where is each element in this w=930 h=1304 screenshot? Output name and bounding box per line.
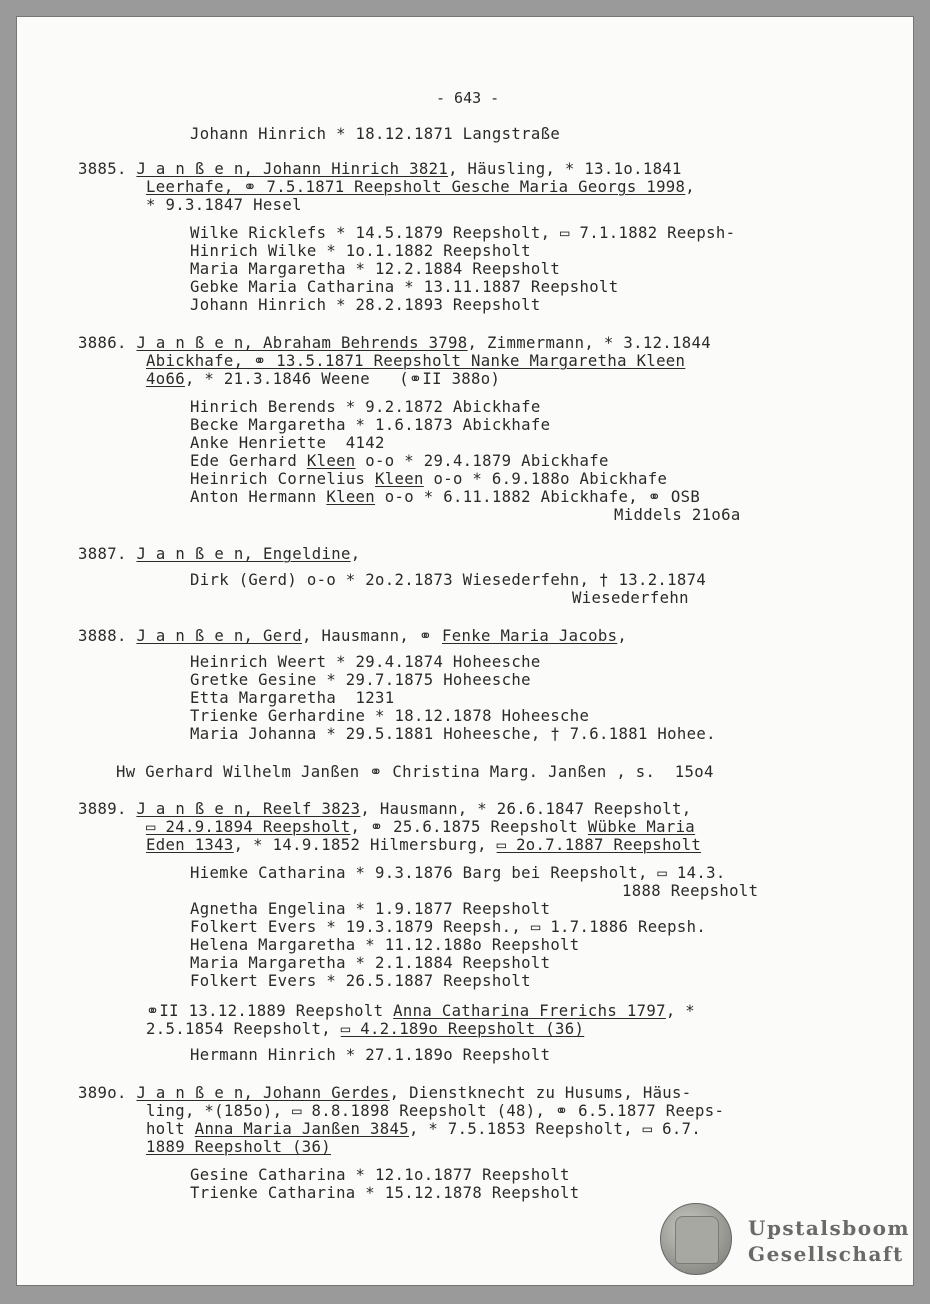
text-segment: Hinrich Wilke * 1o.1.1882 Reepsholt bbox=[190, 242, 531, 260]
text-segment: , * 7.5.1853 Reepsholt, ▭ 6.7. bbox=[408, 1120, 702, 1138]
text-line bbox=[190, 725, 716, 743]
text-line bbox=[190, 864, 726, 882]
text-segment: Johann Hinrich * 18.12.1871 Langstraße bbox=[190, 125, 561, 143]
text-segment: Maria Margaretha * 2.1.1884 Reepsholt bbox=[190, 954, 551, 972]
underlined-text: Eden 1343 bbox=[146, 836, 234, 854]
text-line bbox=[190, 1184, 580, 1202]
text-segment: ⚭II 13.12.1889 Reepsholt bbox=[146, 1002, 394, 1020]
text-line bbox=[190, 689, 395, 707]
text-line bbox=[190, 260, 560, 278]
text-line bbox=[190, 416, 550, 434]
text-line bbox=[190, 954, 550, 972]
text-segment: Anke Henriette 4142 bbox=[190, 434, 385, 452]
text-line bbox=[78, 160, 682, 178]
text-segment: , Hausmann, * 26.6.1847 Reepsholt, bbox=[360, 800, 692, 818]
underlined-text: Leerhafe, ⚭ 7.5.1871 Reepsholt bbox=[146, 178, 452, 196]
underlined-text: Gesche Maria Georgs 1998 bbox=[451, 178, 686, 196]
text-line bbox=[78, 334, 711, 352]
text-segment: Wilke Ricklefs * 14.5.1879 Reepsholt, ▭ 7.1.1882 Reepsh- bbox=[190, 224, 736, 242]
text-line bbox=[146, 836, 701, 854]
text-segment: Maria Johanna * 29.5.1881 Hoheesche, † 7.6.1881 Hohee. bbox=[190, 725, 716, 743]
text-line bbox=[190, 242, 531, 260]
text-line bbox=[146, 1138, 331, 1156]
underlined-text: Abickhafe, ⚭ 13.5.1871 Reepsholt Nanke Margaretha Kleen bbox=[146, 352, 686, 370]
text-line bbox=[190, 452, 609, 470]
text-segment: Trienke Catharina * 15.12.1878 Reepsholt bbox=[190, 1184, 580, 1202]
text-segment: 3887. bbox=[78, 545, 137, 563]
text-line bbox=[190, 653, 541, 671]
text-segment: Agnetha Engelina * 1.9.1877 Reepsholt bbox=[190, 900, 551, 918]
underlined-text: 1889 Reepsholt (36) bbox=[146, 1138, 332, 1156]
text-line bbox=[146, 370, 500, 388]
text-segment: Becke Margaretha * 1.6.1873 Abickhafe bbox=[190, 416, 551, 434]
text-segment: , bbox=[685, 178, 696, 196]
text-line bbox=[190, 398, 541, 416]
text-segment: Maria Margaretha * 12.2.1884 Reepsholt bbox=[190, 260, 561, 278]
underlined-text: J a n ß e n, Reelf 3823 bbox=[136, 800, 361, 818]
underlined-text: 4o66 bbox=[146, 370, 185, 388]
text-line bbox=[78, 545, 360, 563]
underlined-text: Fenke Maria Jacobs bbox=[442, 627, 618, 645]
underlined-text: J a n ß e n, Gerd bbox=[136, 627, 302, 645]
text-segment: Hw Gerhard Wilhelm Janßen ⚭ Christina Marg. Janßen , s. 15o4 bbox=[116, 763, 714, 781]
underlined-text: J a n ß e n, Johann Gerdes bbox=[136, 1084, 390, 1102]
text-segment: o-o * 6.11.1882 Abickhafe, ⚭ OSB bbox=[375, 488, 701, 506]
text-line bbox=[190, 470, 667, 488]
text-line bbox=[190, 224, 735, 242]
text-segment: , bbox=[350, 545, 361, 563]
text-segment: , * 14.9.1852 Hilmersburg, bbox=[233, 836, 497, 854]
underlined-text: ▭ 4.2.189o Reepsholt (36) bbox=[340, 1020, 585, 1038]
text-line bbox=[78, 1084, 692, 1102]
text-line bbox=[572, 589, 689, 607]
text-line bbox=[190, 296, 541, 314]
text-line bbox=[622, 882, 758, 900]
text-line bbox=[190, 900, 550, 918]
text-segment: holt bbox=[146, 1120, 195, 1138]
text-line bbox=[78, 800, 692, 818]
text-segment: Johann Hinrich * 28.2.1893 Reepsholt bbox=[190, 296, 541, 314]
text-segment: 3889. bbox=[78, 800, 137, 818]
text-segment: 3888. bbox=[78, 627, 137, 645]
text-line bbox=[146, 178, 695, 196]
text-segment: , * bbox=[665, 1002, 696, 1020]
underlined-text: Kleen bbox=[375, 470, 424, 488]
underlined-text: Anna Maria Janßen 3845 bbox=[194, 1120, 409, 1138]
text-line bbox=[190, 972, 531, 990]
text-segment: , Dienstknecht zu Husums, Häus- bbox=[389, 1084, 692, 1102]
text-line bbox=[116, 763, 714, 781]
text-segment: , Hausmann, ⚭ bbox=[302, 627, 443, 645]
brand-line-2: Gesellschaft bbox=[748, 1242, 904, 1266]
text-line bbox=[146, 1120, 701, 1138]
text-line bbox=[190, 671, 531, 689]
text-segment: Hermann Hinrich * 27.1.189o Reepsholt bbox=[190, 1046, 551, 1064]
underlined-text: ▭ 24.9.1894 Reepsholt bbox=[146, 818, 351, 836]
underlined-text: J a n ß e n, Engeldine bbox=[136, 545, 351, 563]
text-segment: ling, *(185o), ▭ 8.8.1898 Reepsholt (48), ⚭ 6.5.1877 Reeps- bbox=[146, 1102, 725, 1120]
underlined-text: J a n ß e n, Johann Hinrich 3821 bbox=[136, 160, 449, 178]
text-segment: Hinrich Berends * 9.2.1872 Abickhafe bbox=[190, 398, 541, 416]
underlined-text: ▭ 2o.7.1887 Reepsholt bbox=[496, 836, 702, 854]
text-segment: Folkert Evers * 26.5.1887 Reepsholt bbox=[190, 972, 531, 990]
text-segment: Wiesederfehn bbox=[572, 589, 689, 607]
text-line bbox=[190, 571, 706, 589]
text-segment: Etta Margaretha 1231 bbox=[190, 689, 395, 707]
text-segment: , Häusling, * 13.1o.1841 bbox=[448, 160, 682, 178]
text-line bbox=[146, 1102, 724, 1120]
text-segment: 1888 Reepsholt bbox=[622, 882, 759, 900]
underlined-text: Kleen bbox=[326, 488, 376, 506]
text-segment: o-o * 29.4.1879 Abickhafe bbox=[355, 452, 609, 470]
text-segment: Gebke Maria Catharina * 13.11.1887 Reepsholt bbox=[190, 278, 619, 296]
text-line bbox=[146, 1020, 584, 1038]
text-line bbox=[78, 627, 627, 645]
text-segment: 3885. bbox=[78, 160, 137, 178]
underlined-text: Wübke Maria bbox=[587, 818, 696, 836]
underlined-text: Kleen bbox=[306, 452, 356, 470]
text-segment: Trienke Gerhardine * 18.12.1878 Hoheesche bbox=[190, 707, 590, 725]
text-segment: o-o * 6.9.188o Abickhafe bbox=[423, 470, 668, 488]
seal-figure bbox=[675, 1216, 719, 1264]
text-segment: Heinrich Weert * 29.4.1874 Hoheesche bbox=[190, 653, 541, 671]
text-segment: Ede Gerhard bbox=[190, 452, 307, 470]
text-segment: * 9.3.1847 Hesel bbox=[146, 196, 302, 214]
text-segment: , bbox=[617, 627, 628, 645]
text-segment: Heinrich Cornelius bbox=[190, 470, 376, 488]
text-segment: Folkert Evers * 19.3.1879 Reepsh., ▭ 1.7.1886 Reepsh. bbox=[190, 918, 707, 936]
text-segment: Middels 21o6a bbox=[614, 506, 741, 524]
text-line bbox=[190, 125, 560, 143]
text-segment: 389o. bbox=[78, 1084, 137, 1102]
text-segment: Gesine Catharina * 12.1o.1877 Reepsholt bbox=[190, 1166, 570, 1184]
text-line bbox=[190, 707, 589, 725]
text-segment: Gretke Gesine * 29.7.1875 Hoheesche bbox=[190, 671, 531, 689]
text-line bbox=[190, 1166, 570, 1184]
text-segment: Anton Hermann bbox=[190, 488, 327, 506]
text-segment: Dirk (Gerd) o-o * 2o.2.1873 Wiesederfehn, † 13.2.1874 bbox=[190, 571, 707, 589]
text-segment: 2.5.1854 Reepsholt, bbox=[146, 1020, 341, 1038]
text-line bbox=[190, 936, 580, 954]
text-line bbox=[614, 506, 741, 524]
underlined-text: J a n ß e n, Abraham Behrends 3798 bbox=[136, 334, 468, 352]
text-line bbox=[190, 488, 700, 506]
text-segment: , Zimmermann, * 3.12.1844 bbox=[467, 334, 712, 352]
text-segment: Helena Margaretha * 11.12.188o Reepsholt bbox=[190, 936, 580, 954]
text-segment: 3886. bbox=[78, 334, 137, 352]
text-line bbox=[190, 434, 385, 452]
underlined-text: Anna Catharina Frerichs 1797 bbox=[393, 1002, 666, 1020]
page-number: - 643 - bbox=[436, 89, 500, 107]
text-segment: Hiemke Catharina * 9.3.1876 Barg bei Reepsholt, ▭ 14.3. bbox=[190, 864, 726, 882]
text-line bbox=[190, 278, 618, 296]
text-line bbox=[146, 352, 685, 370]
text-line bbox=[190, 918, 706, 936]
society-seal-icon bbox=[660, 1203, 732, 1275]
brand-line-1: Upstalsboom bbox=[748, 1216, 911, 1240]
text-line bbox=[146, 1002, 695, 1020]
text-line bbox=[146, 818, 695, 836]
text-segment: , * 21.3.1846 Weene (⚭II 388o) bbox=[184, 370, 501, 388]
text-line bbox=[146, 196, 302, 214]
text-segment: , ⚭ 25.6.1875 Reepsholt bbox=[350, 818, 588, 836]
text-line bbox=[190, 1046, 550, 1064]
